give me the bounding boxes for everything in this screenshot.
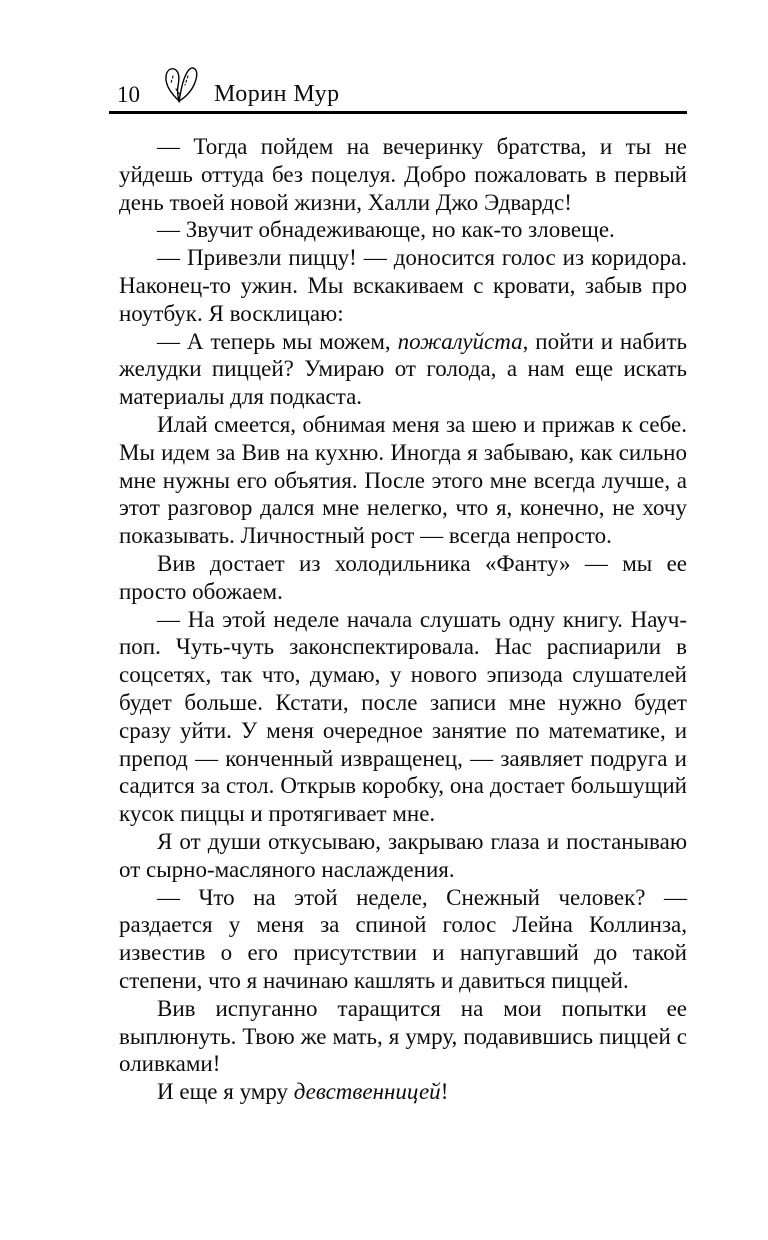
text-segment: Вив достает из холодильника «Фанту» — мы ее просто обожаем. bbox=[119, 550, 687, 604]
text-segment: — Что на этой неделе, Снежный человек? — раздается у меня за спиной голос Лейна Коллинза, известив о его присутствии и напугавший до такой степени, что я начинаю кашлять и давиться пиццей. bbox=[119, 884, 687, 993]
text-segment: И еще я умру bbox=[157, 1079, 294, 1105]
text-segment: , пойти и набить желудки пиццей? Умираю от голода, а нам еще искать материалы для подкаста. bbox=[119, 328, 688, 410]
text-segment: — Тогда пойдем на вечеринку братства, и ты не уйдешь оттуда без поцелуя. Добро пожаловать в первый день твоей новой жизни, Халли Джо Эдвардс! bbox=[119, 134, 687, 215]
author-name: Морин Мур bbox=[214, 81, 340, 107]
text-segment: Илай смеется, обнимая меня за шею и прижав к себе. Мы идем за Вив на кухню. Иногда я забываю, как сильно мне нужны его объятия. После этого мне всегда лучше, а этот разговор дался мне нелегко, что я, конечно, не хочу показывать. Личностный рост — всегда непросто. bbox=[119, 411, 687, 549]
text-segment: Я от души откусываю, закрываю глаза и постанываю от сырно-масляного наслаждения. bbox=[119, 828, 687, 882]
page-header bbox=[117, 66, 692, 110]
paragraph bbox=[119, 216, 687, 244]
paragraph bbox=[119, 606, 687, 828]
text-segment: ! bbox=[440, 1079, 449, 1105]
paragraph bbox=[119, 828, 687, 884]
text-segment: — На этой неделе начала слушать одну книгу. Науч-поп. Чуть-чуть законспектировала. Нас распиарили в соцсетях, так что, думаю, у нового эпизода слушателей будет больше. Кстати, после записи мне нужно будет сразу уйти. У меня очередное занятие по математике, и препод — конченный извращенец, — заявляет подруга и садится за стол. Открыв коробку, она достает большущий кусок пиццы и протягивает мне. bbox=[119, 606, 687, 827]
text-segment: — Привезли пиццу! — доносится голос из коридора. Наконец-то ужин. Мы вскакиваем с кровати, забыв про ноутбук. Я восклицаю: bbox=[119, 245, 687, 326]
page-number: 10 bbox=[117, 82, 140, 107]
header-rule bbox=[109, 111, 687, 114]
paragraph bbox=[119, 328, 687, 411]
paragraph bbox=[119, 411, 687, 550]
paragraph bbox=[119, 884, 687, 995]
heart-doodle-icon bbox=[162, 63, 198, 110]
paragraph bbox=[119, 244, 687, 327]
page-body bbox=[119, 133, 687, 1106]
paragraph bbox=[119, 995, 687, 1078]
text-segment: — А теперь мы можем, bbox=[157, 328, 398, 354]
text-segment: девственницей bbox=[293, 1079, 441, 1105]
text-segment: — Звучит обнадеживающе, но как-то зловеще. bbox=[157, 217, 615, 243]
paragraph bbox=[119, 550, 687, 606]
paragraph bbox=[119, 1078, 687, 1106]
text-segment: Вив испуганно таращится на мои попытки ее выплюнуть. Твою же мать, я умру, подавившись пиццей с оливками! bbox=[119, 995, 687, 1077]
paragraph bbox=[119, 133, 687, 216]
text-segment: пожалуйста bbox=[397, 328, 523, 354]
